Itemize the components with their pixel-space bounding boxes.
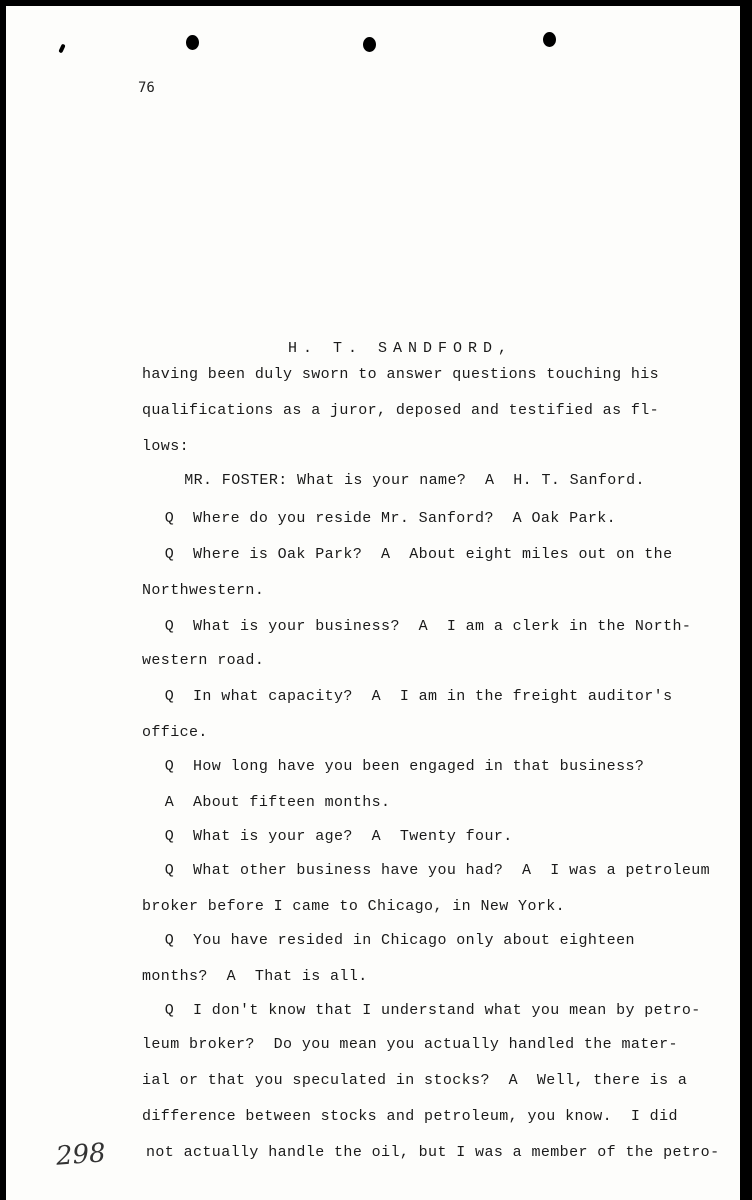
- transcript-line: Q What is your business? A I am a clerk in the North-: [146, 618, 692, 635]
- transcript-line: months? A That is all.: [142, 968, 368, 985]
- punch-hole: [543, 32, 556, 47]
- transcript-line: Q What other business have you had? A I was a petroleum: [146, 862, 711, 879]
- transcript-line: Q I don't know that I understand what you mean by petro-: [146, 1002, 701, 1019]
- transcript-line: office.: [142, 724, 208, 741]
- transcript-line: qualifications as a juror, deposed and testified as fl-: [142, 402, 660, 419]
- transcript-line: leum broker? Do you mean you actually handled the mater-: [142, 1036, 678, 1053]
- ink-mark: [58, 44, 65, 54]
- document-page: [6, 6, 740, 1200]
- punch-hole: [186, 35, 199, 50]
- transcript-line: MR. FOSTER: What is your name? A H. T. Sanford.: [156, 472, 645, 489]
- transcript-line: Q What is your age? A Twenty four.: [146, 828, 513, 845]
- transcript-line: Q In what capacity? A I am in the freight auditor's: [146, 688, 673, 705]
- punch-hole: [363, 37, 376, 52]
- witness-heading: H. T. SANDFORD,: [288, 340, 514, 357]
- transcript-line: Q Where is Oak Park? A About eight miles out on the: [146, 546, 673, 563]
- handwritten-page-number: 298: [55, 1138, 107, 1172]
- page-number: 76: [138, 80, 155, 96]
- transcript-line: Q How long have you been engaged in that business?: [146, 758, 645, 775]
- transcript-line: Q You have resided in Chicago only about eighteen: [146, 932, 635, 949]
- transcript-line: lows:: [142, 438, 190, 455]
- transcript-line: Q Where do you reside Mr. Sanford? A Oak Park.: [146, 510, 617, 527]
- transcript-line: broker before I came to Chicago, in New York.: [142, 898, 566, 915]
- transcript-line: having been duly sworn to answer questions touching his: [142, 366, 660, 383]
- transcript-line: not actually handle the oil, but I was a member of the petro-: [146, 1144, 720, 1161]
- transcript-line: Northwestern.: [142, 582, 265, 599]
- transcript-line: A About fifteen months.: [146, 794, 391, 811]
- transcript-line: western road.: [142, 652, 265, 669]
- transcript-line: difference between stocks and petroleum, you know. I did: [142, 1108, 678, 1125]
- transcript-line: ial or that you speculated in stocks? A Well, there is a: [142, 1072, 688, 1089]
